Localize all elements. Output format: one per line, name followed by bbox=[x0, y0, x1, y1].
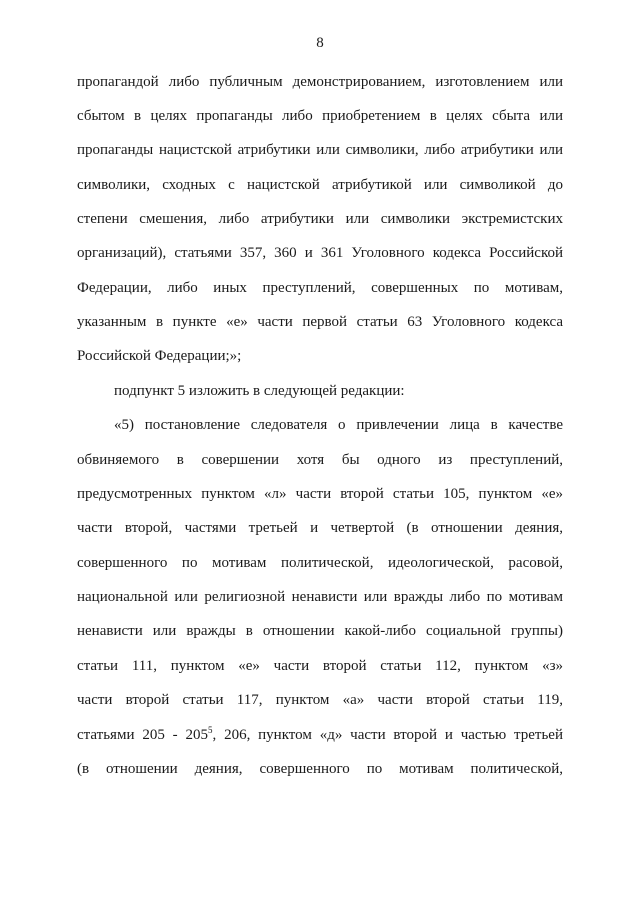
page-number: 8 bbox=[316, 35, 324, 51]
text-line-with-superscript bbox=[77, 725, 563, 745]
text-line: (в отношении деяния, совершенного по мотивам политической, bbox=[77, 761, 563, 777]
paragraph-line: «5) постановление следователя о привлечении лица в качестве bbox=[114, 417, 563, 433]
text-line: ненависти или вражды в отношении какой-либо социальной группы) bbox=[77, 623, 563, 639]
text-line: символики, сходных с нацистской атрибутикой или символикой до bbox=[77, 177, 563, 193]
text-line: организаций), статьями 357, 360 и 361 Уголовного кодекса Российской bbox=[77, 245, 563, 261]
paragraph-line: подпункт 5 изложить в следующей редакции: bbox=[114, 383, 405, 399]
text-line: пропагандой либо публичным демонстрированием, изготовлением или bbox=[77, 74, 563, 90]
superscript: 5 bbox=[207, 725, 213, 735]
text-line: предусмотренных пунктом «л» части второй статьи 105, пунктом «е» bbox=[77, 486, 563, 502]
text-line: сбытом в целях пропаганды либо приобретением в целях сбыта или bbox=[77, 108, 563, 124]
text-line: совершенного по мотивам политической, идеологической, расовой, bbox=[77, 555, 563, 571]
text-line: обвиняемого в совершении хотя бы одного из преступлений, bbox=[77, 452, 563, 468]
text-line: Российской Федерации;»; bbox=[77, 348, 242, 364]
text-line: степени смешения, либо атрибутики или символики экстремистских bbox=[77, 211, 563, 227]
text-line: национальной или религиозной ненависти или вражды либо по мотивам bbox=[77, 589, 563, 605]
text-fragment: статьями 205 - 205 bbox=[77, 727, 208, 743]
text-line: Федерации, либо иных преступлений, совершенных по мотивам, bbox=[77, 280, 563, 296]
text-fragment: , 206, пунктом «д» части второй и частью третьей bbox=[212, 727, 563, 743]
text-line: статьи 111, пунктом «е» части второй статьи 112, пунктом «з» bbox=[77, 658, 563, 674]
text-line: пропаганды нацистской атрибутики или символики, либо атрибутики или bbox=[77, 142, 563, 158]
text-line: указанным в пункте «е» части первой статьи 63 Уголовного кодекса bbox=[77, 314, 563, 330]
text-line: части второй статьи 117, пунктом «а» части второй статьи 119, bbox=[77, 692, 563, 708]
text-line: части второй, частями третьей и четвертой (в отношении деяния, bbox=[77, 520, 563, 536]
